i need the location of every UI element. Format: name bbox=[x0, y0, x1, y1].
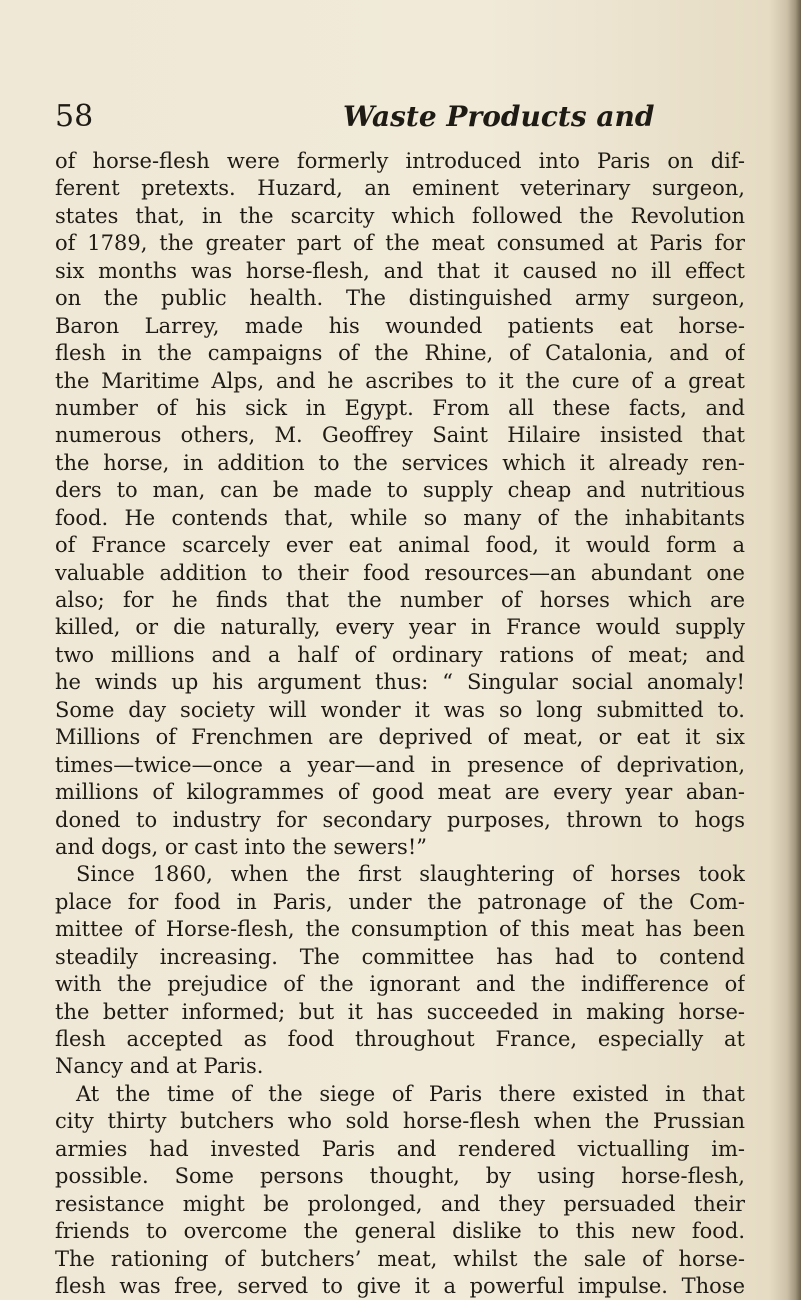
text-line: of horse-flesh were formerly introduced into Paris on dif- bbox=[55, 149, 745, 173]
text-line: flesh in the campaigns of the Rhine, of Catalonia, and of bbox=[55, 341, 745, 366]
text-line: he winds up his argument thus: “ Singular social anomaly! bbox=[55, 670, 745, 695]
text-line: city thirty butchers who sold horse-flesh when the Prussian bbox=[55, 1109, 745, 1134]
body-text bbox=[55, 148, 745, 1300]
text-line: flesh accepted as food throughout France, especially at bbox=[55, 1027, 745, 1051]
text-line: The rationing of butchers’ meat, whilst the sale of horse- bbox=[55, 1246, 745, 1271]
text-line: and dogs, or cast into the sewers!” bbox=[55, 834, 428, 859]
text-line: of 1789, the greater part of the meat consumed at Paris for bbox=[55, 231, 745, 256]
running-head: Waste Products and bbox=[343, 100, 655, 133]
text-line: numerous others, M. Geoffrey Saint Hilaire insisted that bbox=[55, 423, 745, 448]
text-line: states that, in the scarcity which followed the Revolution bbox=[55, 203, 745, 228]
text-line: two millions and a half of ordinary rations of meat; and bbox=[55, 642, 745, 667]
text-line: Baron Larrey, made his wounded patients eat horse- bbox=[55, 313, 745, 338]
text-line: flesh was free, served to give it a powerful impulse. Those bbox=[55, 1273, 745, 1298]
text-line: armies had invested Paris and rendered victualling im- bbox=[55, 1136, 745, 1161]
text-line: steadily increasing. The committee has had to contend bbox=[55, 944, 745, 969]
text-line: place for food in Paris, under the patronage of the Com- bbox=[55, 889, 745, 914]
text-line: mittee of Horse-flesh, the consumption of this meat has been bbox=[55, 917, 745, 942]
text-line: also; for he finds that the number of horses which are bbox=[55, 588, 745, 612]
text-line: At the time of the siege of Paris there existed in that bbox=[76, 1081, 745, 1106]
text-line: the Maritime Alps, and he ascribes to it the cure of a great bbox=[55, 368, 745, 393]
text-line: with the prejudice of the ignorant and the indifference of bbox=[55, 972, 745, 997]
text-line: killed, or die naturally, every year in France would supply bbox=[55, 615, 745, 640]
text-line: resistance might be prolonged, and they persuaded their bbox=[55, 1191, 745, 1216]
text-line: millions of kilogrammes of good meat are every year aban- bbox=[55, 780, 745, 805]
text-line: possible. Some persons thought, by using horse-flesh, bbox=[55, 1164, 745, 1189]
text-line: times—twice—once a year—and in presence of deprivation, bbox=[55, 752, 745, 777]
text-line: Millions of Frenchmen are deprived of meat, or eat it six bbox=[55, 725, 745, 750]
text-line: of France scarcely ever eat animal food, it would form a bbox=[55, 533, 745, 558]
text-line: doned to industry for secondary purposes, thrown to hogs bbox=[55, 807, 745, 832]
text-line: six months was horse-flesh, and that it caused no ill effect bbox=[55, 258, 745, 283]
text-line: friends to overcome the general dislike to this new food. bbox=[55, 1219, 745, 1244]
text-line: Nancy and at Paris. bbox=[55, 1054, 264, 1079]
text-line: valuable addition to their food resources—an abundant one bbox=[55, 560, 745, 585]
text-line: ders to man, can be made to supply cheap and nutritious bbox=[55, 478, 745, 503]
text-line: number of his sick in Egypt. From all these facts, and bbox=[55, 395, 745, 420]
text-line: food. He contends that, while so many of the inhabitants bbox=[55, 505, 745, 530]
text-line: Since 1860, when the first slaughtering of horses took bbox=[76, 862, 745, 887]
text-line: Some day society will wonder it was so long submitted to. bbox=[55, 697, 745, 722]
page-header bbox=[55, 100, 745, 140]
page-number: 58 bbox=[55, 99, 94, 134]
text-line: ferent pretexts. Huzard, an eminent veterinary surgeon, bbox=[55, 176, 745, 201]
text-line: on the public health. The distinguished army surgeon, bbox=[55, 286, 745, 311]
text-line: the horse, in addition to the services which it already ren- bbox=[55, 450, 745, 475]
text-line: the better informed; but it has succeeded in making horse- bbox=[55, 999, 745, 1024]
page-edge-shadow bbox=[787, 0, 801, 1300]
